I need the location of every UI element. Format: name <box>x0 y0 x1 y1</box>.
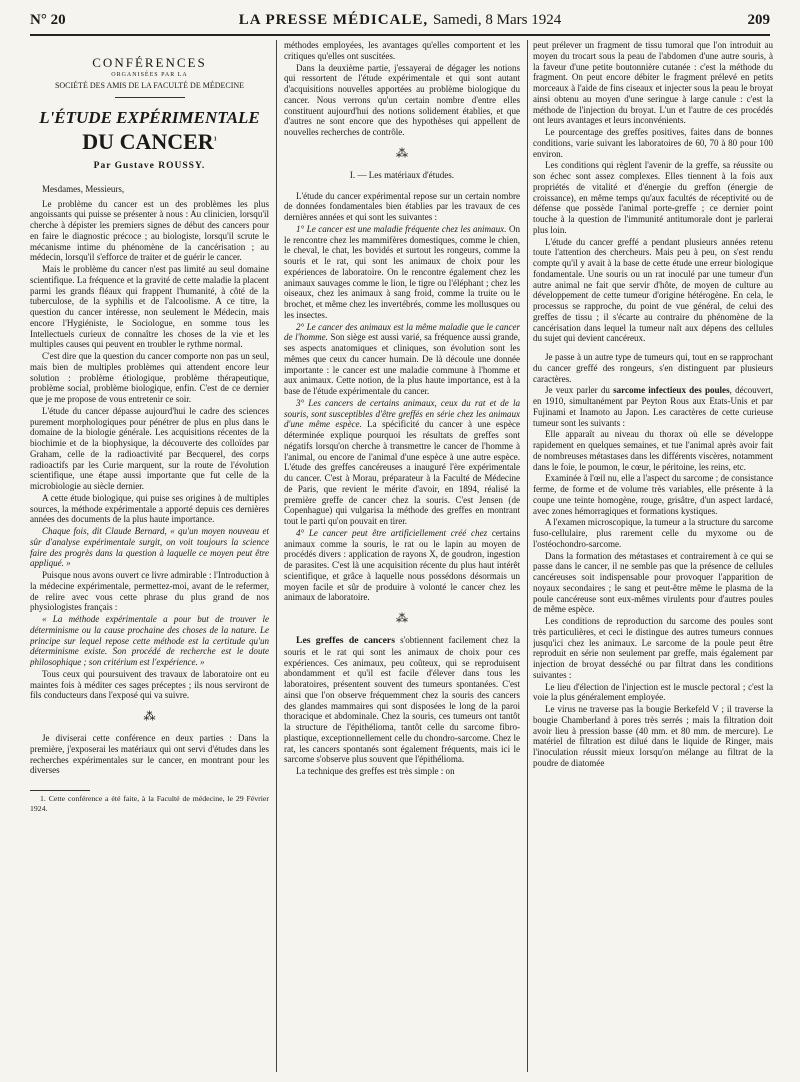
paragraph-text: certains animaux comme la souris, le rat ou le lapin au moyen de procédés divers : application de rayons X, de goudron, ingestion de parasites. C'est là une acquisition récente du plus haut intérêt scientifique, et grâce à laquelle nous possédons désormais un moyen facile et sûr de produire à volonté le cancer chez les animaux de laboratoire. <box>284 527 520 603</box>
masthead-title <box>30 12 770 29</box>
paragraph: L'étude du cancer expérimental repose sur un certain nombre de données fondamentales bien établies par les travaux de ces dernières années et qui sont les suivantes : <box>284 190 520 222</box>
footnote-marker: 1 <box>213 136 217 143</box>
paragraph: C'est dire que la question du cancer comporte non pas un seul, mais bien de multiples problèmes qui attendent encore leur solution : problème étiologique, problème thérapeutique, problème social, problème biologique, enfin. C'est de ce dernier que je me propose de vous entretenir ce soir. <box>30 351 269 404</box>
paragraph: Dans la deuxième partie, j'essayerai de dégager les notions qui ressortent de l'étude expérimentale et qui sont autant d'acquisitions nouvelles apportées au problème biologique du cancer. Nous verrons qu'un certain nombre d'entre elles constituent aujourd'hui des notions solidement établies, et que d'autres ne sont encore que des hypothèses qui appellent de nouvelles recherches de contrôle. <box>284 62 520 137</box>
author-byline: Par Gustave ROUSSY. <box>93 161 206 171</box>
numbered-point: 2° Le cancer des animaux est la même maladie que le cancer de l'homme. <box>284 321 520 343</box>
paragraph: A l'examen microscopique, la tumeur a la structure du sarcome fuso-cellulaire, plus rarement celle du myxome ou de l'ostéochondro-sarcome. <box>533 517 773 549</box>
numbered-point: 1° Le cancer est une maladie fréquente chez les animaux. <box>296 223 507 234</box>
paragraph: Le pourcentage des greffes positives, faites dans de bonnes conditions, varie suivant les laboratoires de 60, 70 à 80 pour 100 environ. <box>533 127 773 159</box>
article-title-line2 <box>30 129 269 155</box>
paragraph: Le problème du cancer est un des problèmes les plus angoissants qui puisse se présenter à nous : Au clinicien, lorsqu'il cherche à dépister les premiers signes de début des cancers pour en faire le diagnostic précoce ; au biologiste, lorsqu'il scrute le mécanisme intime du phénomène de la cancérisation ; au médecin, lorsqu'il s'efforce de traiter et de guérir le cancer. <box>30 198 269 263</box>
column-2 <box>284 40 520 1072</box>
paragraph: Le virus ne traverse pas la bougie Berkefeld V ; il traverse la bougie Chamberland à pores très serrés ; mais la filtration doit avoir lieu à pression basse (40 mm. et 80 mm. de mercure). Le matériel de filtration est dilué dans le liquide de Ringer, mais l'inoculation réussit mieux lorsqu'on mélange au filtrat de la poudre de diatomée <box>533 704 773 768</box>
paragraph: Je passe à un autre type de tumeurs qui, tout en se rapprochant du cancer greffé des rongeurs, s'en distinguent par plusieurs caractères. <box>533 352 773 384</box>
organised-by: ORGANISÉES PAR LA <box>111 72 188 78</box>
society-name: SOCIÉTÉ DES AMIS DE LA FACULTÉ DE MÉDECINE <box>54 81 245 90</box>
title-text: DU CANCER <box>82 129 214 154</box>
numbered-point: 4° Le cancer peut être artificiellement créé chez <box>296 527 488 538</box>
paragraph: Elle apparaît au niveau du thorax où elle se développe rapidement en quelques semaines, et tue l'animal après avoir fait de nombreuses métastases dans les différents viscères, notamment dans le foie, le poumon, le cœur, le péritoine, les reins, etc. <box>533 429 773 472</box>
footnote: 1. Cette conférence a été faite, à la Faculté de médecine, le 29 Février 1924. <box>30 794 269 813</box>
paragraph: Examinée à l'œil nu, elle a l'aspect du sarcome ; de consistance ferme, de forme et de volume très variables, elle présente à la coupe une teinte homogène, rouge, grisâtre, d'un aspect lardacé, avec zones hémorragiques et formations kystiques. <box>533 473 773 516</box>
paragraph: Tous ceux qui poursuivent des travaux de laboratoire ont eu maintes fois à méditer ces sages préceptes ; ils nous serviront de fils conducteurs dans l'exposé qui va suivre. <box>30 668 269 701</box>
article-title-line1: L'ÉTUDE EXPÉRIMENTALE <box>39 108 260 127</box>
conferences-heading: CONFÉRENCES <box>92 55 207 70</box>
paragraph-text: , découvert, en 1910, simultanément par Peyton Rous aux Etats-Unis et par Fujinami et Inamoto au Japon. Les caractères de cette curieuse tumeur sont les suivants : <box>533 385 773 428</box>
column-divider <box>527 40 528 1072</box>
quotation: Chaque fois, dit Claude Bernard, « qu'un moyen nouveau et sûr d'analyse expérimentale surgit, on voit toujours la science faire des progrès dans la question à laquelle ce moyen peut être appliqué. » <box>30 526 269 569</box>
paragraph-text: La spécificité du cancer à une espèce déterminée explique pourquoi les résultats de greffes sont négatifs lorsqu'on cherche à transmettre le cancer de l'homme à l'animal, ou encore de l'animal d'une espèce à une autre espèce. L'étude des greffes cancéreuses a inauguré l'ère expérimentale du cancer. C'est à Morau, préparateur à la Faculté de Médecine de Paris, que revient le mérite d'avoir, en 1894, réalisé la première greffe de cancer chez la souris. C'est Jensen (de Copenhague) qui vulgarisa la méthode des greffes en montrant tout le parti qu'on pouvait en tirer. <box>284 419 520 526</box>
paragraph: La technique des greffes est très simple : on <box>296 766 455 776</box>
run-in-heading: Les greffes de cancers <box>296 635 395 646</box>
paragraph: Les conditions de reproduction du sarcome des poules sont très particulières, et ceci le distingue des autres tumeurs connues jusqu'ici chez les animaux. Le sarcome de la poule peut être reproduit en série non seulement par greffe, mais également par injection de broyat desséché ou par filtrat dans les conditions suivantes : <box>533 616 773 680</box>
paragraph: méthodes employées, les avantages qu'elles comportent et les critiques qu'elles ont suscitées. <box>284 40 520 61</box>
issue-date: Samedi, 8 Mars 1924 <box>432 12 562 28</box>
section-separator: ⁂ <box>143 709 156 723</box>
paragraph-text: On le rencontre chez les mammifères domestiques, comme le chien, le cheval, le chat, les bovidés et surtout les rongeurs, comme la souris et le rat, qui sont les animaux de choix pour les expériences de laboratoire. On le rencontre également chez les animaux sauvages comme le lion, le tigre ou l'éléphant ; chez les oiseaux, chez les animaux à sang froid, comme la truite ou le brochet, et même chez les invertébrés, comme les mollusques ou les insectes. <box>284 223 520 320</box>
paragraph: Dans la formation des métastases et contrairement à ce qui se passe dans le cancer, il ne semble pas que la présence de cellules cancéreuses soit indispensable pour provoquer l'apparition de noyaux secondaires ; le sang et peut-être même le plasma de la poule cancéreuse sont eux-mêmes virulents pour d'autres poules de même espèce. <box>533 550 773 615</box>
column-3 <box>533 40 773 1072</box>
paragraph <box>284 322 520 397</box>
paragraph <box>284 398 520 527</box>
bold-term: sarcome infectieux des poules <box>613 385 730 396</box>
paragraph: Mais le problème du cancer n'est pas limité au seul domaine scientifique. La fréquence et la gravité de cette maladie la placent parmi les grands fléaux qui frappent l'humanité, à côté de la tuberculose, de la syphilis et de l'alcoolisme. A ce titre, la question du cancer intéresse, non seulement le Médecin, mais encore l'Hygiéniste, le Sociologue, en somme tous les Intellectuels curieux de connaître les choses de la vie et les multiples causes qui peuvent en troubler le rythme normal. <box>30 264 269 350</box>
paragraph: L'étude du cancer greffé a pendant plusieurs années retenu toute l'attention des chercheurs. Mais peu à peu, on s'est rendu compte qu'il y avait à la base de cette étude une erreur biologique fondamentale. Une souris ou un rat inoculé par une tumeur d'un autre animal ne fait que servir d'hôte, de moyen de culture au développement de cette tumeur d'origine hétérogène. En cela, le processus se rapproche, du point de vue général, de celui des greffes de tissu ; il s'écarte au contraire du phénomène de la cancérisation dans lequel la tumeur naît aux dépens des cellules du sujet qui devient cancéreux. <box>533 236 773 344</box>
paragraph: A cette étude biologique, qui puise ses origines à de multiples sources, la méthode expérimentale a apporté depuis ces dernières années des documents de la plus haute importance. <box>30 492 269 525</box>
section-separator: ⁂ <box>396 145 408 160</box>
paragraph-text: s'obtiennent facilement chez la souris et le rat qui sont les animaux de choix pour ces expériences. Ces animaux, peu coûteux, qui se reproduisent abondamment et qu'il est facile d'élever dans tous les laboratoires, présentent souvent des tumeurs spontanées. C'est ainsi que l'on observe fréquemment chez la souris des cancers des glandes mammaires qui sont disposées le long de la paroi thoracique et abdominale. Chez la souris, ces tumeurs ont tantôt la structure de l'épithélioma, tantôt celle du sarcome fibro-plastique, exceptionnellement celle du chondro-sarcome. Chez le rat, les cancers spontanés sont également fréquents, mais ici le sarcome s'observe plus souvent que l'épithélioma. <box>284 635 520 765</box>
issue-number: N° 20 <box>30 12 66 28</box>
paragraph: Les conditions qui règlent l'avenir de la greffe, sa réussite ou son échec sont assez complexes. Elles tiennent à la fois aux propriétés de vitalité et d'énergie du greffon (énergie de croissance), en même temps qu'aux facultés de réceptivité ou de défense que possède l'animal porte-greffe ; ce dernier point touche à la question de l'immunité antitumorale dont je parlerai plus loin. <box>533 160 773 235</box>
masthead <box>30 4 770 28</box>
numbered-point: 3° Les cancers de certains animaux, ceux du rat et de la souris, sont susceptibles d'être greffés en série chez les animaux d'une même espèce. <box>284 397 520 430</box>
paragraph <box>533 385 773 428</box>
paragraph: Je diviserai cette conférence en deux parties : Dans la première, j'exposerai les matériaux qui ont servi d'études dans les recherches expérimentales sur le cancer, en montrant pour les diverses <box>30 733 269 776</box>
paragraph: Le lieu d'élection de l'injection est le muscle pectoral ; c'est la voie la plus généralement employée. <box>533 681 773 703</box>
salutation: Mesdames, Messieurs, <box>42 183 125 194</box>
paragraph-text: Je veux parler du <box>545 385 614 396</box>
column-1 <box>30 40 269 1072</box>
paragraph <box>284 224 520 321</box>
masthead-rule <box>30 34 770 36</box>
paragraph: L'étude du cancer dépasse aujourd'hui le cadre des sciences purement morphologiques pour pénétrer de plus en plus dans le domaine de la biologie générale. Les acquisitions récentes de la biochimie et de la biophysique, la découverte des colloïdes par Graham, celle de la radioactivité par Becquerel, des corps radioactifs par les Curie marquent, sur la route de l'évolution scientifique, une étape aussi importante que fut celle de la microbiologie au siècle dernier. <box>30 405 269 491</box>
section-heading: I. — Les matériaux d'études. <box>349 169 455 180</box>
quotation: « La méthode expérimentale a pour but de trouver le déterminisme ou la cause prochaine des choses de la nature. Le principe sur lequel repose cette méthode est la certitude qu'un déterminisme existe. Son procédé de recherche est le doute philosophique ; son critérium est l'expérience. » <box>30 614 269 667</box>
paragraph-text: Son siège est aussi varié, sa fréquence aussi grande, ses aspects anatomiques et cliniques, son évolution sont les mêmes que ceux du cancer humain. De là découle une donnée importante : le cancer est une maladie commune à l'homme et aux animaux. Cette notion, de la plus haute importance, est à la base de l'étude expérimentale du cancer. <box>284 332 520 396</box>
paragraph <box>284 528 520 603</box>
paragraph: Puisque nous avons ouvert ce livre admirable : l'Introduction à la médecine expérimentale, permettez-moi, avant de le refermer, de relire avec vous cette phrase du plus grand de nos physiologistes français : <box>30 570 269 613</box>
column-divider <box>276 40 277 1072</box>
footnote-divider <box>30 790 90 791</box>
journal-name: LA PRESSE MÉDICALE, <box>238 12 429 28</box>
page-number: 209 <box>747 12 770 28</box>
paragraph: peut prélever un fragment de tissu tumoral que l'on introduit au moyen du trocart sous la peau de l'abdomen d'une autre souris, à la faveur d'une petite boutonnière cutanée : c'est la méthode du fragment. On peut encore débiter le fragment prélevé en petits morceaux à l'aide de fins ciseaux et injecter sous la peau le broyat ainsi obtenu au moyen d'une seringue à large canule : c'est la méthode de l'injection du broyat. L'un et l'autre de ces procédés ont leurs avantages et leurs inconvénients. <box>533 40 773 126</box>
heading-divider <box>115 97 185 98</box>
section-separator: ⁂ <box>396 611 408 625</box>
paragraph <box>284 635 520 765</box>
